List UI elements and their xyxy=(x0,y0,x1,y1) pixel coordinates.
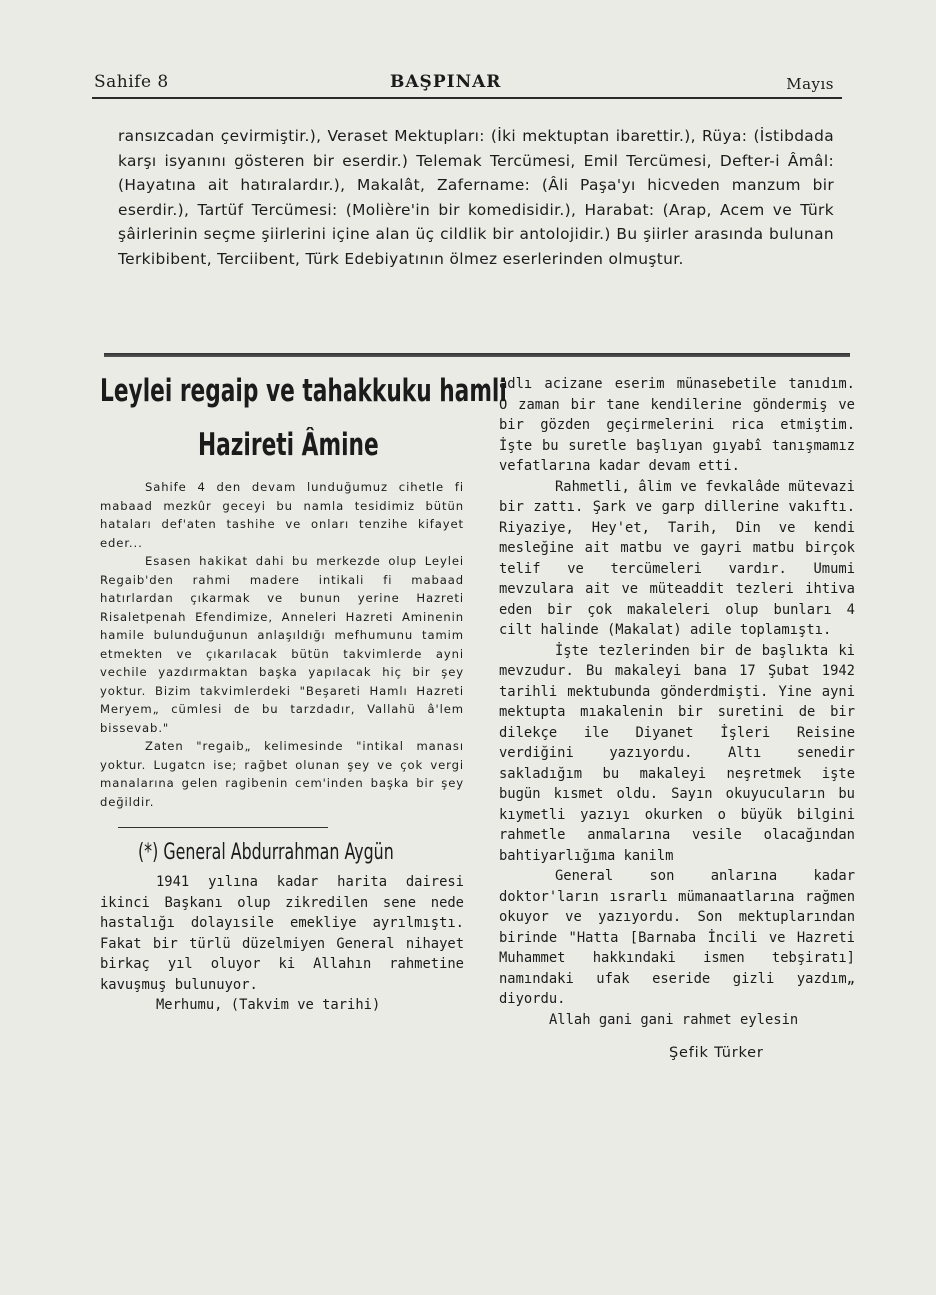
article-paragraph: Rahmetli, âlim ve fevkalâde mütevazi bir zattı. Şark ve garp dillerine vakıftı. Riyaziye, Hey'et, Tarih, Din ve kendi mesleğine ait matbu ve gayri matbu birçok telif ve tercümeleri vardır. Umumi mevzulara ait ve müteaddit tezleri ihtiva eden bir çok makaleleri olup bunları 4 cilt halinde (Makalat) adile toplamıştı. xyxy=(499,478,855,638)
footnote-title: (*) General Abdurrahman Aygün xyxy=(138,840,394,865)
section-divider xyxy=(104,353,850,357)
article-paragraph: Esasen hakikat dahi bu merkezde olup Leylei Regaib'den rahmi madere intikali fi mabaad hatırlardan çıkarmak ve bunun yerine Hazreti Risaletpenah Efendimize, Anneleri Hazreti Aminenin hamile bulunduğunun anlaşıldığı mefhumunu tamim etmekten ve çıkarılacak bütün takvimlerde ayni vechile yazdırmaktan başka yapılacak hiç bir şey yoktur. Bizim takvimlerdeki "Beşareti Hamlı Hazreti Meryem„ cümlesi de bu tarzdadır, Vallahü â'lem bissevab." xyxy=(100,554,464,735)
author-signature: Şefik Türker xyxy=(669,1044,764,1061)
article-paragraph: General son anlarına kadar doktor'ların ısrarlı mümanaatlarına rağmen okuyor ve yazıyordu. Son mektuplarından birinde "Hatta [Barnaba İncili ve Hazreti Muhammet hakkındaki ismen tebşiratı] namındaki ufak eseride gizli yazdım„ diyordu. xyxy=(499,868,855,1007)
footnote-rule xyxy=(118,827,328,828)
right-column xyxy=(499,374,855,1075)
publication-title: BAŞPINAR xyxy=(390,72,502,92)
page-number: Sahife 8 xyxy=(94,72,169,92)
article-title-line2: Hazireti Âmine xyxy=(198,427,379,463)
article-title-line1: Leylei regaip ve tahakkuku hamli xyxy=(100,373,507,409)
article-paragraph: Sahife 4 den devam lunduğumuz cihetle fi mabaad mezkûr geceyi bu namla tesidimiz bütün hataları def'aten tashihe ve onları tenzihe kifayet eder... xyxy=(100,480,464,550)
header-rule xyxy=(92,97,842,99)
left-column xyxy=(100,373,507,1016)
intro-paragraph: ransızcadan çevirmiştir.), Veraset Mektupları: (İki mektuptan ibarettir.), Rüya: (İstibdada karşı isyanını gösteren bir eserdir.) Telemak Tercümesi, Emil Tercümesi, Defter-i Âmâl: (Hayatına ait hatıralardır.), Makalât, Zafername: (Âli Paşa'yı hicveden manzum bir eserdir.), Tartüf Tercümesi: (Molière'in bir komedisidir.), Harabat: (Arap, Acem ve Türk şâirlerinin seçme şiirlerini içine alan üç cildlik bir antolojidir.) Bu şiirler arasında bulunan Terkibibent, Terciibent, Türk Edebiyatının ölmez eserlerinden olmuştur. xyxy=(118,127,834,268)
article-paragraph: İşte tezlerinden bir de başlıkta ki mevzudur. Bu makaleyi bana 17 Şubat 1942 tarihli mektubunda gönderdmişti. Yine ayni mektupta mıakalenin bir suretini de bir dilekçe ile Diyanet İşleri Reisine verdiğini yazıyordu. Altı senedir sakladığım bu makaleyi neşretmek işte bugün kısmet oldu. Sayın okuyucuların bu kıymetli yazıyı okurken o büyük bilgini rahmetle anmalarına vesile olacağından bahtiyarlığıma kanilm xyxy=(499,642,855,864)
page-header xyxy=(94,72,840,98)
footnote-paragraph: 1941 yılına kadar harita dairesi ikinci Başkanı olup zikredilen sene nede hastalığı dolayısile emekliye ayrılmıştı. Fakat bir türlü düzelmiyen General nihayet birkaç yıl oluyor ki Allahın rahmetine kavuşmuş bulunuyor. xyxy=(100,874,464,993)
footnote-paragraph: Merhumu, (Takvim ve tarihi) xyxy=(156,997,381,1013)
article-paragraph: adlı acizane eserim münasebetile tanıdım. O zaman bir tane kendilerine göndermiş ve bir gözden geçirmelerini rica etmiştim. İşte bu suretle başlıyan gıyabî tanışmamız vefatlarına kadar devam etti. xyxy=(499,376,855,474)
closing-line: Allah gani gani rahmet eylesin xyxy=(549,1011,799,1028)
article-paragraph: Zaten "regaib„ kelimesinde "intikal manası yoktur. Lugatcn ise; rağbet olunan şey ve çok vergi manalarına gelen ragibenin cem'inden başka bir şey değildir. xyxy=(100,739,464,809)
issue-month: Mayıs xyxy=(786,75,834,93)
